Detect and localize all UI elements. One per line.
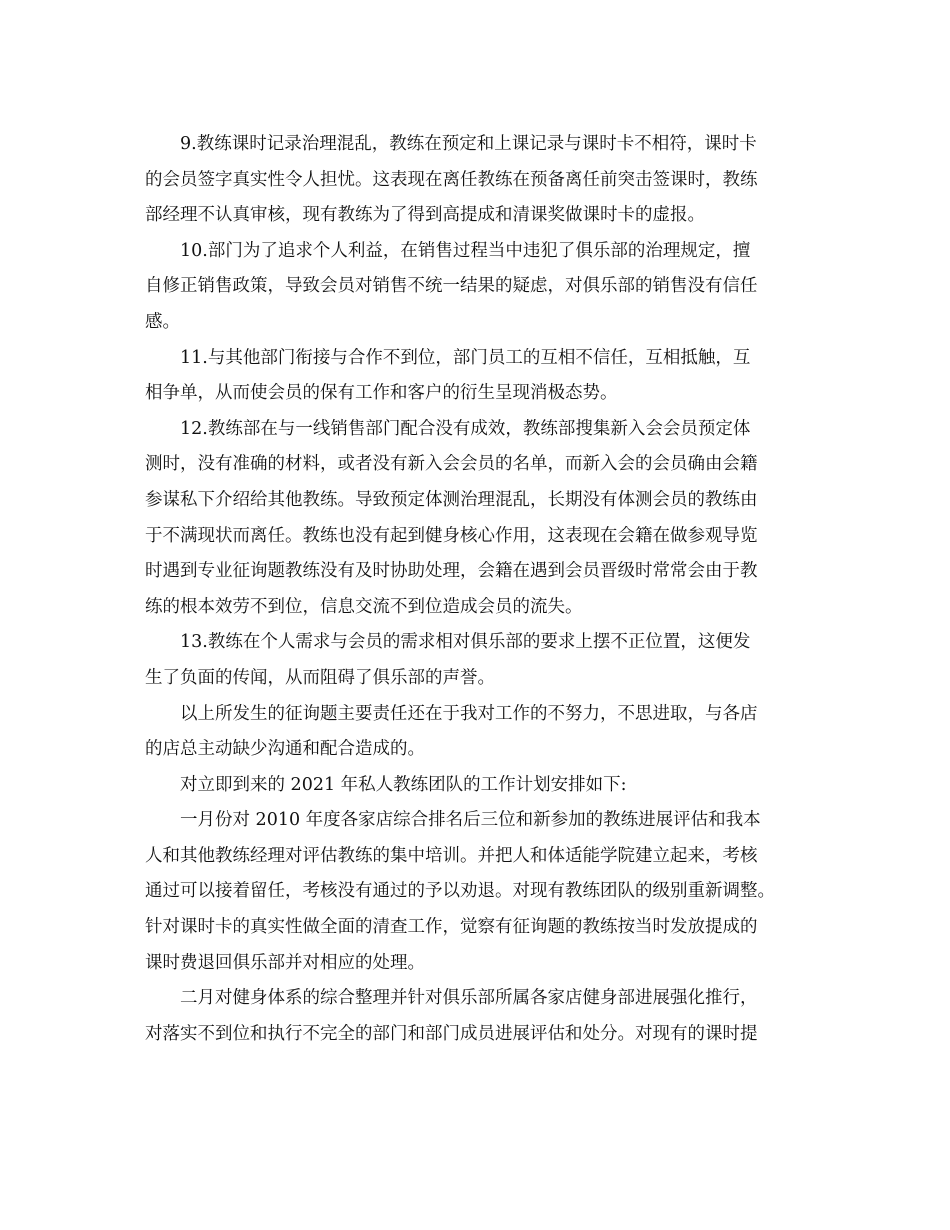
text-line: 感。 [145,311,180,332]
body-text [145,127,815,1052]
text-line: 的会员签字真实性令人担忧。这表现在离任教练在预备离任前突击签课时，教练 [145,169,758,190]
text-line: 9.教练课时记录治理混乱，教练在预定和上课记录与课时卡不相符，课时卡 [180,134,757,154]
text-line: 参谋私下介绍给其他教练。导致预定体测治理混乱，长期没有体测会员的教练由 [145,489,758,510]
text-line: 生了负面的传闻，从而阻碍了俱乐部的声誉。 [145,667,495,688]
text-line: 测时，没有准确的材料，或者没有新入会会员的名单，而新入会的会员确由会籍 [145,454,758,475]
text-line: 于不满现状而离任。教练也没有起到健身核心作用，这表现在会籍在做参观导览 [145,525,758,546]
text-line: 自修正销售政策，导致会员对销售不统一结果的疑虑，对俱乐部的销售没有信任 [145,276,758,297]
text-line: 11.与其他部门衔接与合作不到位，部门员工的互相不信任，互相抵触，互 [180,347,751,368]
text-line: 10.部门为了追求个人利益，在销售过程当中违犯了俱乐部的治理规定，擅 [180,240,751,261]
text-line: 13.教练在个人需求与会员的需求相对俱乐部的要求上摆不正位置，这便发 [180,632,751,653]
text-line: 针对课时卡的真实性做全面的清查工作，觉察有征询题的教练按当时发放提成的 [145,917,758,938]
text-line: 一月份对 2010 年度各家店综合排名后三位和新参加的教练进展评估和我本 [180,810,761,831]
text-line: 以上所发生的征询题主要责任还在于我对工作的不努力，不思进取，与各店 [180,703,758,724]
text-line: 练的根本效劳不到位，信息交流不到位造成会员的流失。 [145,596,583,617]
text-line: 时遇到专业征询题教练没有及时协助处理，会籍在遇到会员晋级时常常会由于教 [145,561,758,582]
text-line: 相争单，从而使会员的保有工作和客户的衍生呈现消极态势。 [145,383,618,404]
text-line: 通过可以接着留任，考核没有通过的予以劝退。对现有教练团队的级别重新调整。 [145,881,775,902]
text-line: 课时费退回俱乐部并对相应的处理。 [145,952,425,973]
text-line: 人和其他教练经理对评估教练的集中培训。并把人和体适能学院建立起来，考核 [145,845,758,866]
text-line: 部经理不认真审核，现有教练为了得到高提成和清课奖做课时卡的虚报。 [145,205,705,226]
text-line: 12.教练部在与一线销售部门配合没有成效，教练部搜集新入会会员预定体 [180,418,751,439]
text-line: 的店总主动缺少沟通和配合造成的。 [145,739,425,760]
text-line: 对立即到来的 2021 年私人教练团队的工作计划安排如下: [180,774,627,795]
text-line: 对落实不到位和执行不完全的部门和部门成员进展评估和处分。对现有的课时提 [145,1023,758,1044]
text-line: 二月对健身体系的综合整理并针对俱乐部所属各家店健身部进展强化推行， [180,988,758,1009]
